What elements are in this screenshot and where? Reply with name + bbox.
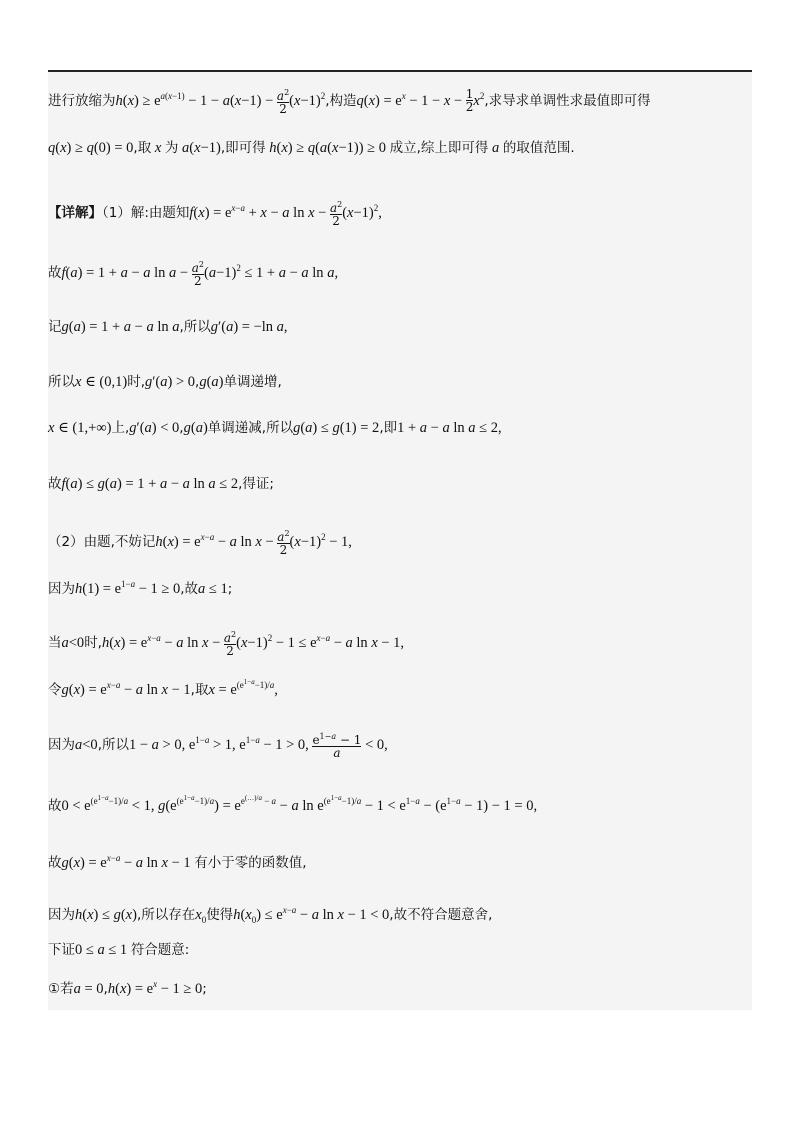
text-line: 故$g(x) = e^{x-a} - a$ ln x − 1 有小于零的函数值, [48,853,307,871]
text-line: 故$0 < e^{(e^{1-a}-1)/a} < 1$, $g(e^{(e^{1-a}-1)/a}) = e^{e^{(\dots)/a} - a} - a$ $\ln e^{(e^{1-a}-1)/a} - 1 < e^{1-a} - (e^{1-a} - 1) - 1 = 0$, [48,794,538,814]
text-line: （2）由题,不妨记$h(x) = e^{x-a} - a$ ln x − $\frac{a^2}{2}$ $(x-1)^2 - 1$, [48,528,352,557]
text-line: 因为a<0,所以1 − a > 0, $e^{1-a} > 1$, $e^{1-a} - 1 > 0$, $\frac{e^{1-a} - 1}{a}$ < 0, [48,731,388,760]
text-line: 故f(a) = 1 + a − a ln a − $\frac{a^2}{2}$ $(a-1)^2 \le 1 + a - a$ ln a, [48,259,339,288]
text-line: 进行放缩为$h(x) \ge e^{a(x-1)} - 1 - a(x-1)$ − $\frac{a^2}{2}$ $(x-1)^2$,构造$q(x) = e^x - 1 - x$ − $\frac{1}{2}$ $x^2$,求导求单调性求最值即可得 [48,87,651,116]
text-line: q(x) ≥ q(0) = 0,取 x 为 a(x−1),即可得 h(x) ≥ q(a(x−1)) ≥ 0 成立,综上即可得 a 的取值范围. [48,140,575,156]
text-line: 【详解】（1）解:由题知$f(x) = e^{x-a} + x - a$ ln x − $\frac{a^2}{2}$ $(x-1)^2$, [48,199,382,228]
text-line: 下证0 ≤ a ≤ 1 符合题意: [48,942,190,958]
document-page [48,70,752,1010]
text-line: x ∈ (1,+∞)上,g′(a) < 0,g(a)单调递减,所以g(a) ≤ g(1) = 2,即1 + a − a ln a ≤ 2, [48,420,502,436]
text-line: 所以x ∈ (0,1)时,g′(a) > 0,g(a)单调递增, [48,374,282,390]
text-line: 因为$h(1) = e^{1-a} - 1 \ge 0$,故a ≤ 1; [48,579,233,597]
text-line: ①若$a = 0,h(x) = e^x - 1 \ge 0$; [48,979,207,997]
text-line: 因为h(x) ≤ g(x),所以存在$x_0$使得$h(x_0) \le e^{x-a} - a$ ln x − 1 < 0,故不符合题意舍, [48,905,493,925]
text-line: 记g(a) = 1 + a − a ln a,所以g′(a) = −ln a, [48,319,288,335]
text-line: 故f(a) ≤ g(a) = 1 + a − a ln a ≤ 2,得证; [48,476,274,492]
text-line: 当a<0时$,h(x) = e^{x-a} - a$ ln x − $\frac{a^2}{2}$ $(x-1)^2 - 1 \le e^{x-a} - a$ ln x − 1, [48,629,405,658]
text-line: 令$g(x) = e^{x-a} - a$ ln x − 1,取$x = e^{(e^{1-a}-1)/a}$, [48,678,278,698]
